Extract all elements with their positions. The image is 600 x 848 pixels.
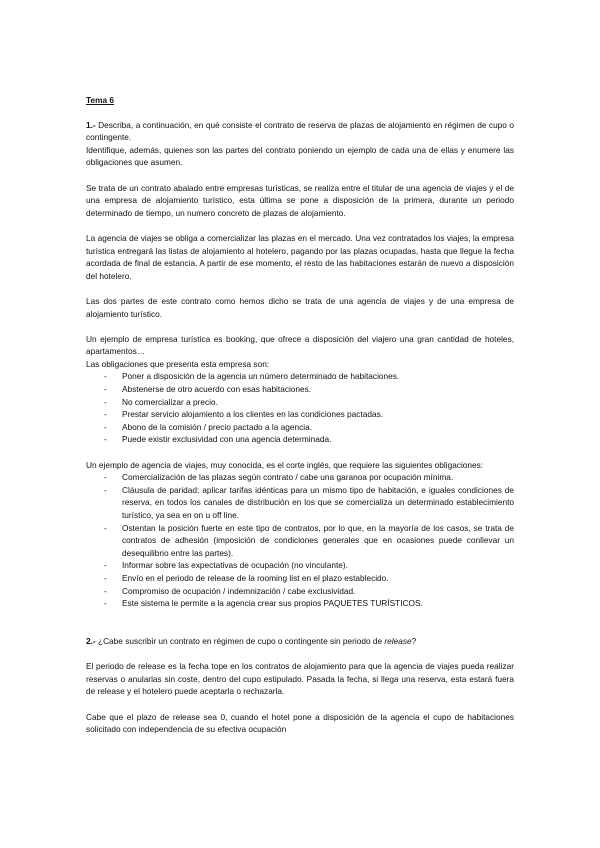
obligations-list-2 [86, 471, 514, 610]
paragraph-5: Un ejemplo de agencia de viajes, muy conocida, es el corte inglés, que requiere las siguientes obligaciones: [86, 459, 484, 470]
paragraph-1: Se trata de un contrato abalado entre empresas turísticas, se realiza entre el titular de una agencia de viajes y el de una empresa de alojamiento turístico, esta última se pone a disposición de la primera, durante un periodo determinado de tiempo, un numero concreto de plazas de alojamiento. [86, 182, 514, 218]
obligations-list-1 [86, 370, 514, 446]
list-item: - Compromiso de ocupación / indemnización / cabe exclusividad. [104, 585, 356, 596]
paragraph-3: Las dos partes de este contrato como hemos dicho se trata de una agencia de viajes y de una empresa de alojamiento turístico. [86, 295, 514, 319]
release-term: release [384, 635, 412, 646]
paragraph-6: El periodo de release es la fecha tope en los contratos de alojamiento para que la agencia de viajes pueda realizar reservas o anularlas sin coste, dentro del cupo estipulado. Pasada la fecha, si llega una reserva, esta estará fuera de release y el hotelero puede aceptarla o rechazarla. [86, 661, 514, 697]
list-item: - Este sistema le permite a la agencia crear sus propios PAQUETES TURÍSTICOS. [104, 598, 423, 609]
section-title: Tema 6 [86, 95, 114, 105]
paragraph-7: Cabe que el plazo de release sea 0, cuando el hotel pone a disposición de la agencia el cupo de habitaciones solicitado con independencia de su efectiva ocupación [86, 711, 514, 735]
question-1-text: Describa, a continuación, en qué consiste el contrato de reserva de plazas de alojamiento en régimen de cupo o contingente. [86, 119, 515, 143]
question-1 [86, 119, 514, 144]
paragraph-4-obligations-intro: Las obligaciones que presenta esta empresa son: [86, 358, 270, 369]
document-body [86, 94, 514, 736]
paragraph-2: La agencia de viajes se obliga a comercializar las plazas en el mercado. Una vez contratados los viajes, la empresa turística entregará las listas de alojamiento al hotelero, pagando por las plazas ocupadas, hasta que llegue la fecha acordada de final de estancia. A partir de ese momento, el resto de las habitaciones estarán de nuevo a disposición del hotelero. [86, 232, 514, 281]
question-1-number: 1.- [86, 119, 96, 130]
list-item: - Puede existir exclusividad con una agencia determinada. [104, 434, 332, 445]
paragraph-4: Un ejemplo de empresa turística es booking, que ofrece a disposición del viajero una gran cantidad de hoteles, apartamentos… [86, 333, 514, 357]
list-item: - Informar sobre las expectativas de ocupación (no vinculante). [104, 560, 348, 571]
question-2-number: 2.- [86, 635, 96, 646]
list-item: - Poner a disposición de la agencia un número determinado de habitaciones. [104, 371, 400, 382]
list-item: - Abono de la comisión / precio pactado a la agencia. [104, 421, 313, 432]
list-item: - Envío en el periodo de release de la rooming list en el plazo establecido. [104, 572, 389, 583]
list-item: - Ostentan la posición fuerte en este tipo de contratos, por lo que, en la mayoría de los casos, se trata de contratos de adhesión (imposición de condiciones generales que en ocasiones puede conllevar un desequilibrio entre las partes). [104, 522, 514, 558]
question-2: 2.- ¿Cabe suscribir un contrato en régimen de cupo o contingente sin periodo de release? [86, 635, 417, 646]
question-1-subtext: Identifique, además, quienes son las partes del contrato poniendo un ejemplo de cada una de ellas y enumere las obligaciones que asumen. [86, 144, 514, 168]
list-item: - Cláusula de paridad: aplicar tarifas idénticas para un mismo tipo de habitación, e iguales condiciones de reserva, en todos los canales de distribución en los que se comercializa un determinado establecimiento turístico, ya sea en on u off line. [104, 484, 514, 520]
list-item: - Abstenerse de otro acuerdo con esas habitaciones. [104, 384, 312, 395]
list-item: - No comercializar a precio. [104, 396, 218, 407]
list-item: - Comercialización de las plazas según contrato / cabe una garanoa por ocupación mínima. [104, 472, 454, 483]
list-item: - Prestar servicio alojamiento a los clientes en las condiciones pactadas. [104, 409, 384, 420]
